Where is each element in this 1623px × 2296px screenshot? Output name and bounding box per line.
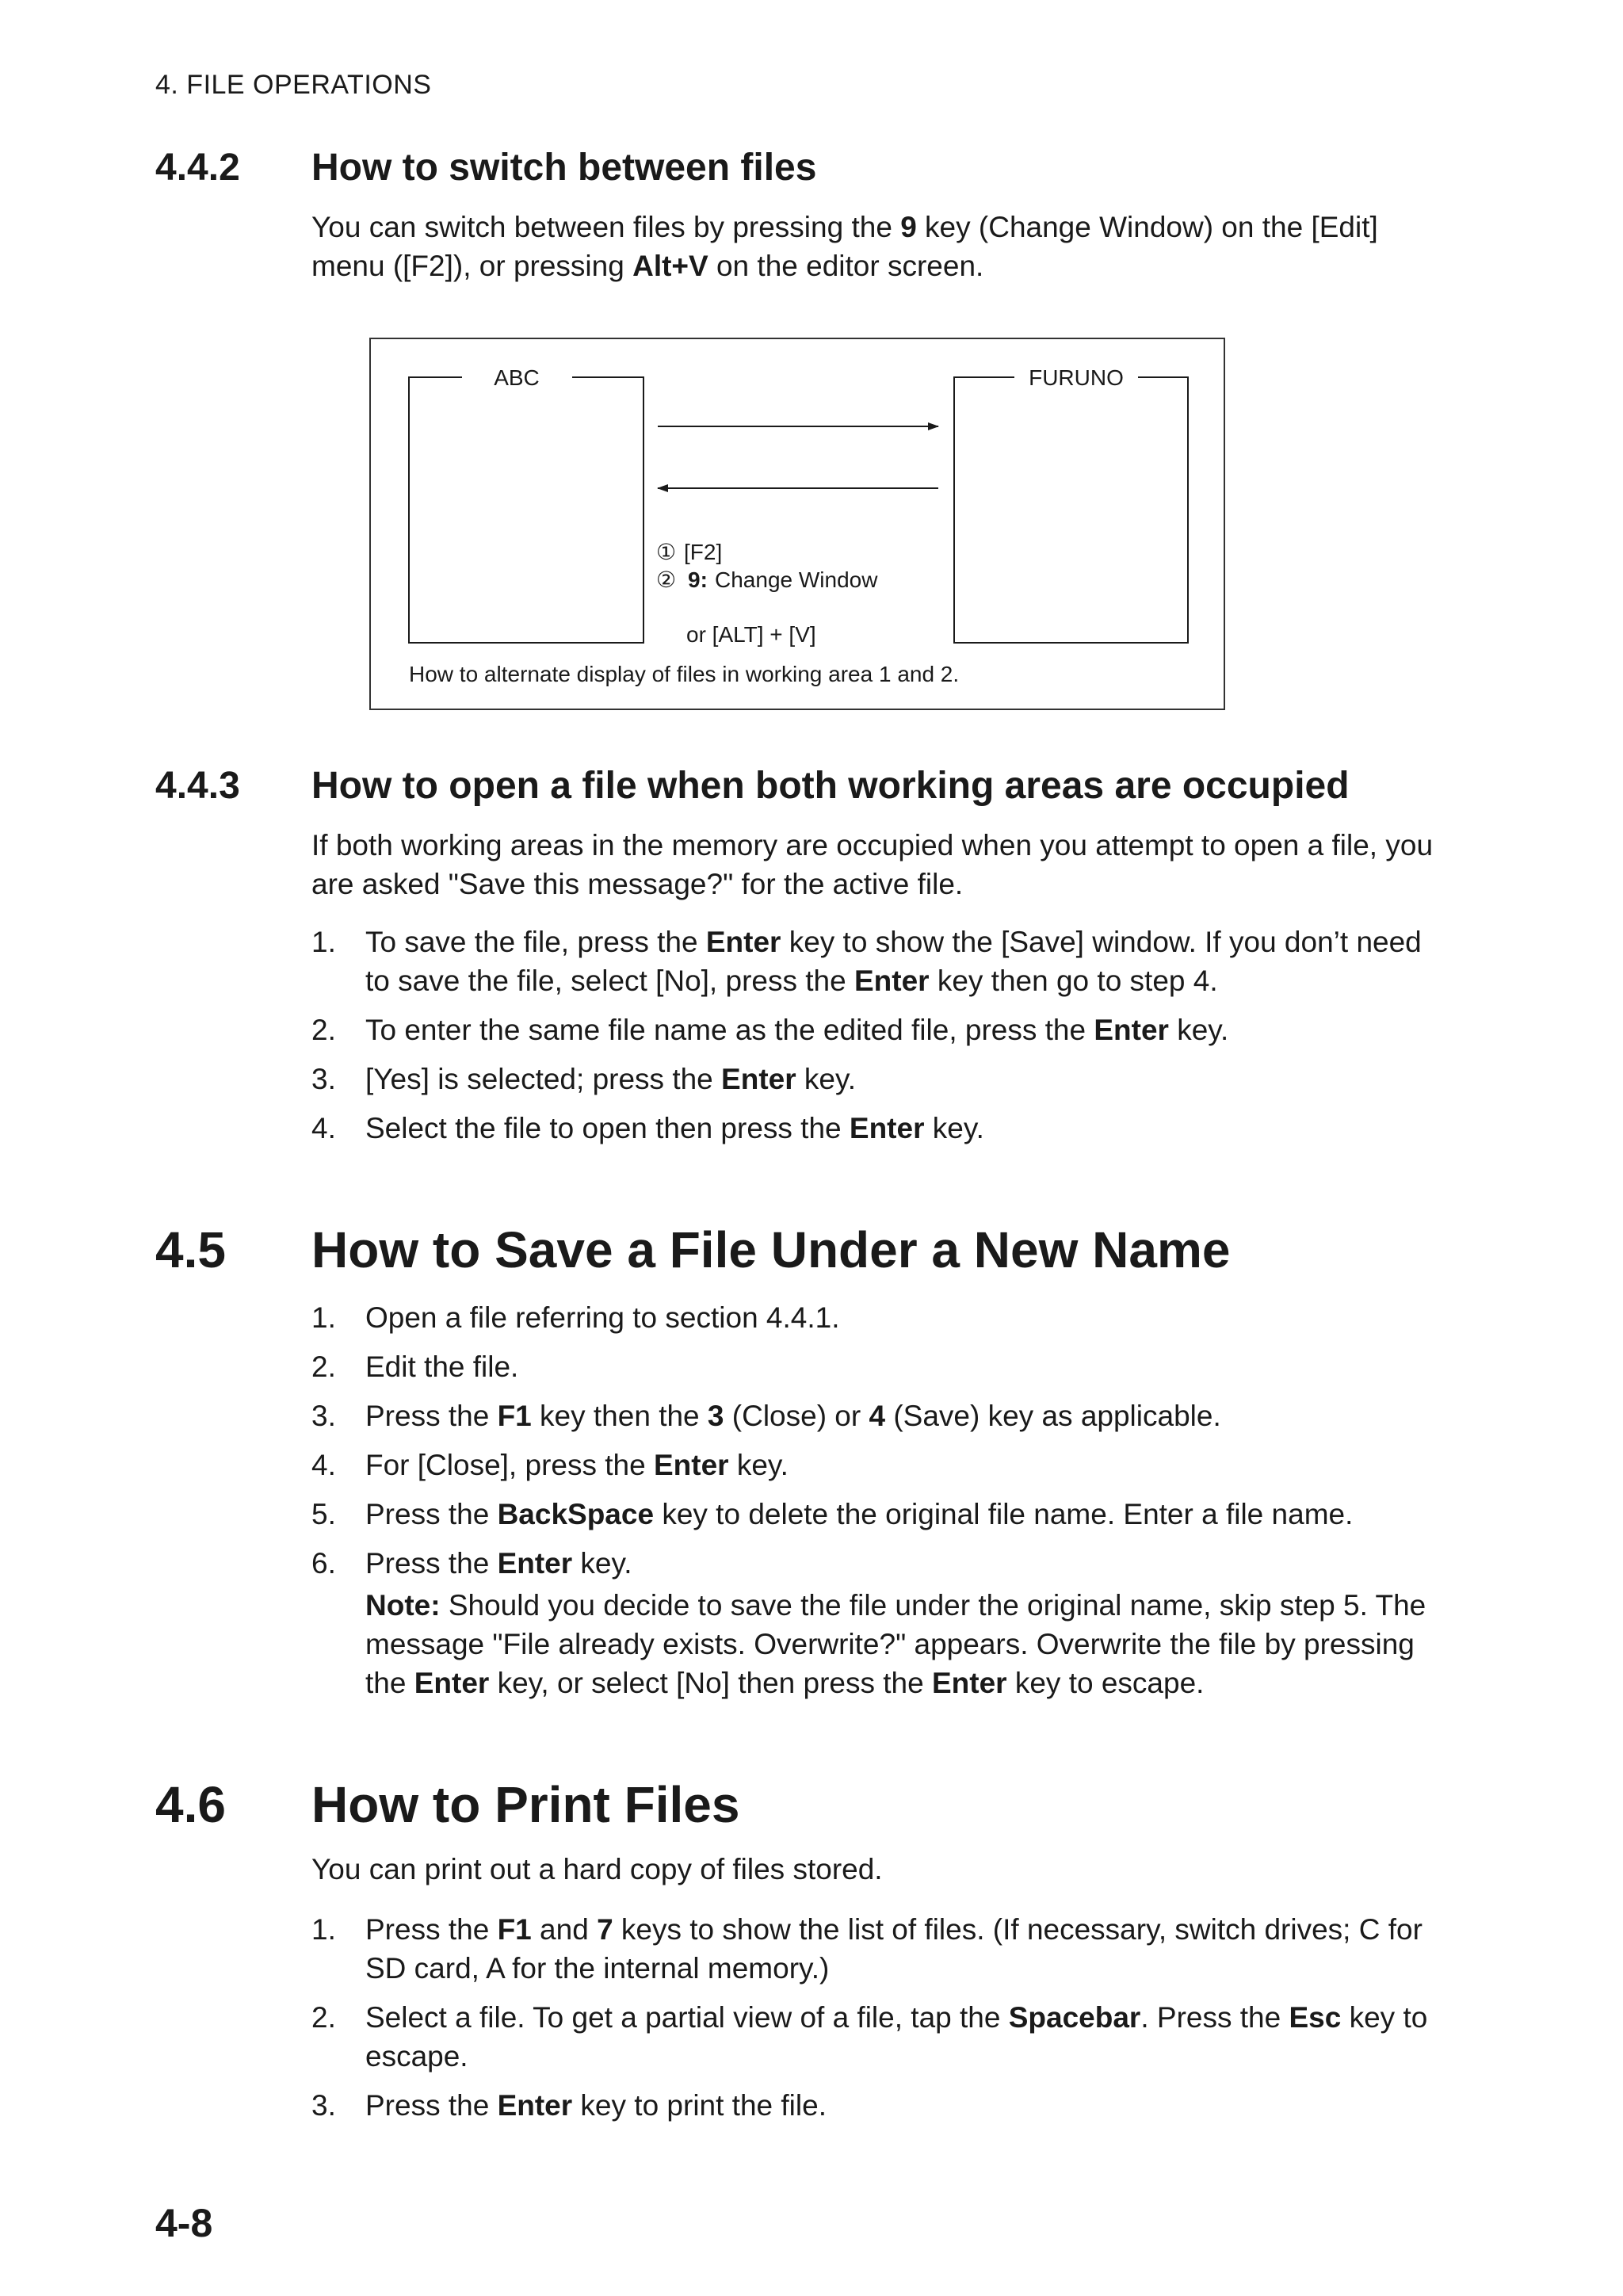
bold-term: Enter	[854, 965, 930, 997]
list-item	[311, 1298, 1453, 1337]
list-item-text	[365, 2086, 1453, 2125]
steps-list-4-5	[311, 1298, 1453, 1713]
text-run: key to show the [Save] window. If you don’t need to save the file, select [No], press the	[365, 926, 1422, 997]
text-run: and	[531, 1913, 598, 1946]
bold-term: Enter	[497, 2089, 573, 2122]
list-item-number: 3.	[311, 1400, 336, 1432]
list-item	[311, 1010, 1453, 1049]
text-run: To save the file, press the	[365, 926, 706, 958]
bold-term: 3	[707, 1400, 724, 1432]
text-run: Edit the file.	[365, 1350, 519, 1383]
text-run: For [Close], press the	[365, 1449, 654, 1481]
list-item	[311, 1910, 1453, 1988]
list-item	[311, 1495, 1453, 1534]
bold-term: BackSpace	[497, 1498, 655, 1530]
bold-term: F1	[497, 1400, 532, 1432]
text-run: Should you decide to save the file under the original name, skip step 5. The message "File already exists. Overwrite?" appears. Overwrite the file by pressing the	[365, 1589, 1426, 1699]
text-run: (Close) or	[724, 1400, 869, 1432]
text-run: Select a file. To get a partial view of a file, tap the	[365, 2001, 1009, 2034]
bold-term: Enter	[653, 1449, 729, 1481]
list-item	[311, 1396, 1453, 1435]
step1-symbol: ①	[656, 540, 677, 564]
bold-term: Alt+V	[632, 250, 708, 282]
text-run: Press the	[365, 1498, 498, 1530]
text-run: If both working areas in the memory are occupied when you attempt to open a file, you are asked "Save this message?" for the active file.	[311, 829, 1434, 900]
text-run: . Press the	[1140, 2001, 1289, 2034]
text-run: key.	[728, 1449, 789, 1481]
text-run: key to print the file.	[572, 2089, 827, 2122]
list-item-number: 3.	[311, 1063, 336, 1095]
list-item-text	[365, 1396, 1453, 1435]
list-item	[311, 1109, 1453, 1148]
list-item-number: 1.	[311, 1913, 336, 1946]
text-run: Open a file referring to section 4.4.1.	[365, 1301, 840, 1334]
section-number-4-5: 4.5	[155, 1221, 226, 1278]
step2-label: Change Window	[715, 567, 878, 592]
bold-term: Esc	[1289, 2001, 1342, 2034]
text-run: key to delete the original file name. Enter a file name.	[654, 1498, 1354, 1530]
text-run: key.	[796, 1063, 857, 1095]
list-item	[311, 1347, 1453, 1386]
text-run: key then the	[531, 1400, 708, 1432]
list-item-number: 3.	[311, 2089, 336, 2122]
list-item-number: 2.	[311, 1014, 336, 1046]
bold-term: Enter	[849, 1112, 925, 1144]
text-run: key to escape.	[365, 2001, 1428, 2073]
step2-symbol: ②	[656, 567, 677, 592]
step2-key: 9:	[688, 567, 708, 592]
text-run: on the editor screen.	[708, 250, 984, 282]
bold-term: Enter	[931, 1667, 1007, 1699]
section-title-4-4-3: How to open a file when both working areas are occupied	[311, 765, 1350, 807]
list-item-text	[365, 1544, 1453, 1583]
list-item-number: 4.	[311, 1449, 336, 1481]
text-run: key (Change Window) on the [Edit] menu ([F2]), or pressing	[311, 211, 1378, 282]
bold-term: Note:	[365, 1589, 441, 1622]
bold-term: Enter	[414, 1667, 490, 1699]
section-number-4-6: 4.6	[155, 1776, 226, 1833]
text-run: Select the file to open then press the	[365, 1112, 850, 1144]
text-run: Press the	[365, 1400, 498, 1432]
figure-diagram	[371, 339, 1227, 712]
steps-list-4-4-3	[311, 923, 1453, 1158]
bold-term: Enter	[1094, 1014, 1169, 1046]
list-item-text	[365, 1495, 1453, 1534]
list-item-text	[365, 1347, 1453, 1386]
section-number-4-4-2: 4.4.2	[155, 147, 240, 189]
list-item-text	[365, 1998, 1453, 2076]
right-window-label: FURUNO	[1029, 365, 1124, 390]
list-item-text	[365, 1298, 1453, 1337]
text-run: key then go to step 4.	[929, 965, 1218, 997]
section-title-4-4-2: How to switch between files	[311, 147, 817, 189]
bold-term: 4	[869, 1400, 886, 1432]
list-item-number: 2.	[311, 1350, 336, 1383]
bold-term: 9	[900, 211, 917, 243]
paragraph-switch-files	[311, 208, 1453, 285]
text-run: [Yes] is selected; press the	[365, 1063, 722, 1095]
left-window-label: ABC	[494, 365, 540, 390]
right-window-frame	[954, 377, 1188, 643]
bold-term: 7	[597, 1913, 613, 1946]
text-run: Press the	[365, 2089, 498, 2122]
text-run: Press the	[365, 1913, 498, 1946]
text-run: To enter the same file name as the edited file, press the	[365, 1014, 1094, 1046]
text-run: key.	[924, 1112, 984, 1144]
section-number-4-4-3: 4.4.3	[155, 765, 240, 807]
section-title-4-5: How to Save a File Under a New Name	[311, 1221, 1231, 1278]
list-item-text	[365, 1910, 1453, 1988]
bold-term: Spacebar	[1008, 2001, 1141, 2034]
list-item-number: 6.	[311, 1547, 336, 1580]
text-run: keys to show the list of files. (If necessary, switch drives; C for SD card, A for the internal memory.)	[365, 1913, 1423, 1985]
paragraph-both-areas	[311, 826, 1453, 904]
list-item-number: 5.	[311, 1498, 336, 1530]
list-item-text	[365, 1446, 1453, 1484]
step1-label: [F2]	[684, 540, 723, 564]
list-item-text	[365, 1010, 1453, 1049]
bold-term: F1	[497, 1913, 532, 1946]
list-item	[311, 2086, 1453, 2125]
steps-list-4-6	[311, 1910, 1453, 2135]
list-item	[311, 1544, 1453, 1702]
list-item-text	[365, 923, 1453, 1000]
bold-term: Enter	[705, 926, 781, 958]
text-run: key, or select [No] then press the	[489, 1667, 932, 1699]
list-item-text	[365, 1109, 1453, 1148]
switch-files-figure	[369, 338, 1225, 710]
bold-term: Enter	[721, 1063, 796, 1095]
text-run: key to escape.	[1006, 1667, 1205, 1699]
text-run: key.	[1168, 1014, 1229, 1046]
text-run: (Save) key as applicable.	[885, 1400, 1221, 1432]
section-title-4-6: How to Print Files	[311, 1776, 740, 1833]
alt-shortcut-label: or [ALT] + [V]	[686, 622, 816, 647]
bold-term: Enter	[497, 1547, 573, 1580]
note	[365, 1586, 1453, 1702]
list-item	[311, 923, 1453, 1000]
text-run: You can print out a hard copy of files stored.	[311, 1853, 883, 1885]
list-item	[311, 1998, 1453, 2076]
list-item-number: 2.	[311, 2001, 336, 2034]
list-item-text	[365, 1060, 1453, 1098]
paragraph-print-intro	[311, 1850, 1453, 1889]
text-run: key.	[572, 1547, 632, 1580]
text-run: You can switch between files by pressing the	[311, 211, 901, 243]
list-item-number: 1.	[311, 926, 336, 958]
list-item-number: 1.	[311, 1301, 336, 1334]
list-item-number: 4.	[311, 1112, 336, 1144]
figure-caption: How to alternate display of files in working area 1 and 2.	[409, 662, 960, 686]
running-header: 4. FILE OPERATIONS	[155, 70, 432, 100]
list-item	[311, 1446, 1453, 1484]
left-window-frame	[409, 377, 643, 643]
text-run: Press the	[365, 1547, 498, 1580]
list-item	[311, 1060, 1453, 1098]
page-number: 4-8	[155, 2201, 213, 2245]
